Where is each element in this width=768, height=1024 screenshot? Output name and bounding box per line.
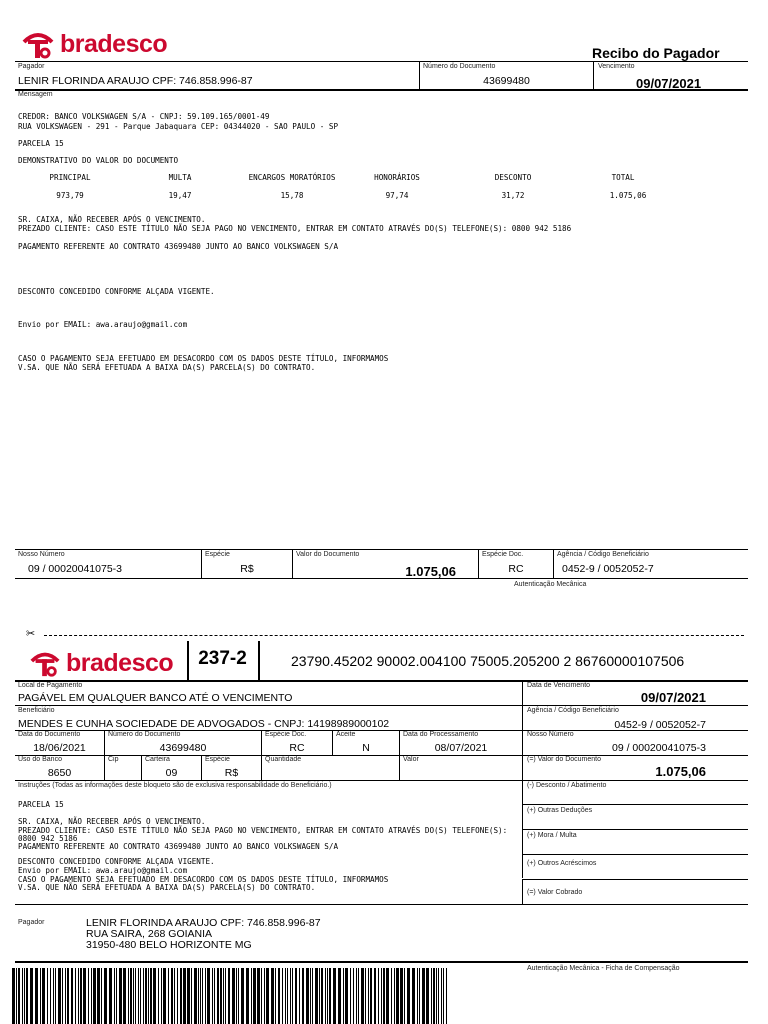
barcode-bar <box>180 968 182 1024</box>
divider <box>104 755 105 780</box>
valor-documento-label: Valor do Documento <box>296 551 360 558</box>
barcode-bar <box>205 968 206 1024</box>
barcode-bar <box>358 968 359 1024</box>
barcode-bar <box>327 968 328 1024</box>
mensagem-label: Mensagem <box>18 91 53 98</box>
nosso-numero-value: 09 / 00020041075-3 <box>611 742 706 754</box>
data-processamento-label: Data do Processamento <box>403 731 479 738</box>
barcode-bar <box>161 968 162 1024</box>
barcode-bar <box>433 968 435 1024</box>
barcode-bar <box>310 968 311 1024</box>
barcode-bar <box>361 968 364 1024</box>
local-pagamento-value: PAGÁVEL EM QUALQUER BANCO ATÉ O VENCIMENTO <box>18 692 293 704</box>
barcode-bar <box>138 968 139 1024</box>
barcode-bar <box>223 968 224 1024</box>
divider <box>187 641 189 680</box>
bradesco-logo <box>28 644 178 680</box>
barcode-bar <box>285 968 286 1024</box>
barcode-bar <box>381 968 382 1024</box>
divider <box>593 61 594 90</box>
barcode-bar <box>383 968 385 1024</box>
divider <box>15 549 748 550</box>
barcode-bar <box>438 968 439 1024</box>
instrucao-line: DESCONTO CONCEDIDO CONFORME ALÇADA VIGENTE. <box>18 857 215 866</box>
bradesco-wordmark: bradesco <box>66 649 174 677</box>
barcode-bar <box>78 968 79 1024</box>
barcode-bar <box>30 968 33 1024</box>
divider <box>553 549 554 579</box>
data-documento-label: Data do Documento <box>18 731 81 738</box>
demo-value-multa: 19,47 <box>168 191 192 200</box>
barcode-bar <box>130 968 132 1024</box>
barcode-bar <box>315 968 318 1024</box>
parcela-line: PARCELA 15 <box>18 139 64 148</box>
barcode-bar <box>356 968 357 1024</box>
barcode-bar <box>292 968 293 1024</box>
barcode-bar <box>374 968 376 1024</box>
nosso-numero-label: Nosso Número <box>527 731 574 738</box>
cut-line <box>44 635 744 636</box>
receipt-title: Recibo do Pagador <box>592 45 720 61</box>
barcode-bar <box>266 968 269 1024</box>
divider <box>15 904 748 905</box>
barcode-bar <box>217 968 219 1024</box>
desconto-line: DESCONTO CONCEDIDO CONFORME ALÇADA VIGENTE. <box>18 287 215 296</box>
valor-label: Valor <box>403 756 419 763</box>
barcode-bar <box>214 968 215 1024</box>
data-processamento-value: 08/07/2021 <box>434 742 488 754</box>
barcode-bar <box>302 968 304 1024</box>
demo-header-principal: PRINCIPAL <box>49 173 91 182</box>
barcode-bar <box>168 968 169 1024</box>
barcode-bar <box>241 968 244 1024</box>
barcode-bar <box>321 968 323 1024</box>
barcode-bar <box>261 968 262 1024</box>
barcode-bar <box>212 968 213 1024</box>
barcode-bar <box>422 968 425 1024</box>
barcode-bar <box>26 968 28 1024</box>
barcode-bar <box>275 968 276 1024</box>
barcode-bar <box>290 968 291 1024</box>
barcode-bar <box>287 968 288 1024</box>
barcode-bar <box>16 968 17 1024</box>
barcode-bar <box>194 968 197 1024</box>
barcode-bar <box>187 968 190 1024</box>
pagador-label: Pagador <box>18 63 45 70</box>
barcode-bar <box>353 968 354 1024</box>
barcode-bar <box>368 968 369 1024</box>
barcode-bar <box>441 968 442 1024</box>
barcode-bar <box>207 968 210 1024</box>
linha-digitavel: 23790.45202 90002.004100 75005.205200 2 86760000107506 <box>291 653 685 669</box>
endereco-line: RUA VOLKSWAGEN - 291 - Parque Jabaquara CEP: 04344020 - SAO PAULO - SP <box>18 122 339 131</box>
instrucao-line: V.SA. QUE NÃO SERÁ EFETUADA A BAIXA DA(S) PARCELA(S) DO CONTRATO. <box>18 883 316 892</box>
barcode-bar <box>198 968 199 1024</box>
barcode-bar <box>12 968 15 1024</box>
numero-documento-value: 43699480 <box>483 75 530 87</box>
barcode-bar <box>91 968 92 1024</box>
barcode-bar <box>183 968 186 1024</box>
data-vencimento-value: 09/07/2021 <box>640 690 706 705</box>
barcode-bar <box>232 968 235 1024</box>
aceite-value: N <box>362 742 370 754</box>
barcode-bar <box>365 968 366 1024</box>
demo-value-total: 1.075,06 <box>609 191 647 200</box>
data-vencimento-label: Data de Vencimento <box>527 682 591 689</box>
barcode-bar <box>145 968 147 1024</box>
barcode-bar <box>236 968 237 1024</box>
barcode-bar <box>53 968 54 1024</box>
nosso-numero-label: Nosso Número <box>18 551 65 558</box>
barcode-bar <box>391 968 392 1024</box>
instrucoes-label: Instruções (Todas as informações deste bloqueto são de exclusiva responsabilidade do Beneficiário.) <box>18 782 332 789</box>
barcode-bar <box>93 968 96 1024</box>
pagador-address: RUA SAIRA, 268 GOIANIA <box>86 928 213 940</box>
barcode-bar <box>24 968 25 1024</box>
demo-header-honorarios: HONORÁRIOS <box>374 173 420 182</box>
barcode-bar <box>295 968 297 1024</box>
instrucao-line: PREZADO CLIENTE: CASO ESTE TÍTULO NÃO SEJA PAGO NO VENCIMENTO, ENTRAR EM CONTATO ATRAVÉS DO(S) TELEFONE(S): <box>18 826 508 835</box>
barcode-bar <box>278 968 280 1024</box>
barcode-bar <box>200 968 201 1024</box>
bradesco-wordmark: bradesco <box>60 30 168 58</box>
uso-banco-label: Uso do Banco <box>18 756 62 763</box>
demo-value-principal: 973,79 <box>56 191 84 200</box>
barcode-bar <box>396 968 399 1024</box>
valor-documento-value: 1.075,06 <box>405 564 456 579</box>
valor-cobrado-label: (=) Valor Cobrado <box>527 889 583 896</box>
barcode-bar <box>412 968 415 1024</box>
divider <box>522 879 748 880</box>
barcode-bar <box>338 968 341 1024</box>
barcode-bar <box>299 968 300 1024</box>
barcode-bar <box>443 968 444 1024</box>
numero-documento-value: 43699480 <box>159 742 207 754</box>
barcode-bar <box>436 968 437 1024</box>
mora-label: (+) Mora / Multa <box>527 832 577 839</box>
instrucao-line: PAGAMENTO REFERENTE AO CONTRATO 43699480 JUNTO AO BANCO VOLKSWAGEN S/A <box>18 842 339 851</box>
quantidade-label: Quantidade <box>265 756 302 763</box>
autenticacao-ficha-label: Autenticação Mecânica - Ficha de Compensação <box>527 965 680 972</box>
barcode-bar <box>104 968 107 1024</box>
instrucao-line: PARCELA 15 <box>18 800 64 809</box>
agencia-label: Agência / Código Beneficiário <box>527 707 619 714</box>
barcode-bar <box>143 968 144 1024</box>
barcode-bar <box>22 968 23 1024</box>
especie-value: R$ <box>240 563 254 575</box>
divider <box>258 641 260 680</box>
especie-label: Espécie <box>205 756 230 763</box>
barcode-bar <box>119 968 122 1024</box>
demo-header-multa: MULTA <box>168 173 192 182</box>
divider <box>15 755 748 756</box>
barcode-bar <box>312 968 313 1024</box>
barcode-bar <box>135 968 136 1024</box>
barcode-bar <box>163 968 166 1024</box>
email-line: Envio por EMAIL: awa.araujo@gmail.com <box>18 320 188 329</box>
demo-header-total: TOTAL <box>611 173 635 182</box>
beneficiario-label: Beneficiário <box>18 707 55 714</box>
divider <box>15 780 748 781</box>
instrucao-line: CASO O PAGAMENTO SEJA EFETUADO EM DESACORDO COM OS DADOS DESTE TÍTULO, INFORMAMOS <box>18 875 389 884</box>
barcode-bar <box>158 968 159 1024</box>
barcode-bar <box>370 968 372 1024</box>
demo-value-honorarios: 97,74 <box>385 191 409 200</box>
caso-line: V.SA. QUE NÃO SERÁ EFETUADA A BAIXA DA(S) PARCELA(S) DO CONTRATO. <box>18 363 316 372</box>
instrucao-line: Envio por EMAIL: awa.araujo@gmail.com <box>18 866 188 875</box>
barcode-bar <box>18 968 20 1024</box>
nosso-numero-value: 09 / 00020041075-3 <box>28 563 123 575</box>
pagador-label: Pagador <box>18 919 45 926</box>
barcode-bar <box>58 968 61 1024</box>
cip-label: Cip <box>108 756 119 763</box>
barcode-bar <box>246 968 249 1024</box>
vencimento-label: Vencimento <box>598 63 635 70</box>
barcode-bar <box>71 968 73 1024</box>
barcode-bar <box>202 968 203 1024</box>
barcode-bar <box>177 968 178 1024</box>
outros-acrescimos-label: (+) Outros Acréscimos <box>527 860 597 867</box>
barcode-bar <box>400 968 403 1024</box>
demo-header-desconto: DESCONTO <box>494 173 532 182</box>
bradesco-tree-icon <box>20 26 56 60</box>
notice-line: PREZADO CLIENTE: CASO ESTE TÍTULO NÃO SEJA PAGO NO VENCIMENTO, ENTRAR EM CONTATO ATRAVÉS DO(S) TELEFONE(S): 0800 942 5186 <box>18 224 572 233</box>
barcode-bar <box>153 968 156 1024</box>
barcode-bar <box>386 968 389 1024</box>
barcode-bar <box>345 968 348 1024</box>
barcode-bar <box>319 968 320 1024</box>
barcode-bar <box>329 968 331 1024</box>
especie-doc-label: Espécie Doc. <box>265 731 307 738</box>
notice-line: SR. CAIXA, NÃO RECEBER APÓS O VENCIMENTO. <box>18 215 206 224</box>
aceite-label: Aceite <box>336 731 356 738</box>
barcode-bar <box>97 968 100 1024</box>
divider <box>522 829 748 830</box>
instrucao-line: 0800 942 5186 <box>18 834 78 843</box>
bradesco-tree-icon <box>28 646 62 678</box>
barcode-bar <box>35 968 38 1024</box>
instrucao-line: SR. CAIXA, NÃO RECEBER APÓS O VENCIMENTO. <box>18 817 206 826</box>
demo-value-desconto: 31,72 <box>501 191 525 200</box>
barcode-bar <box>50 968 51 1024</box>
barcode-bar <box>419 968 420 1024</box>
barcode-bar <box>114 968 115 1024</box>
barcode-bar <box>88 968 89 1024</box>
caso-line: CASO O PAGAMENTO SEJA EFETUADO EM DESACORDO COM OS DADOS DESTE TÍTULO, INFORMAMOS <box>18 354 389 363</box>
uso-banco-value: 8650 <box>47 767 72 779</box>
barcode-bar <box>65 968 66 1024</box>
especie-doc-value: RC <box>508 563 524 575</box>
desconto-label: (-) Desconto / Abatimento <box>527 782 607 789</box>
barcode-bar <box>446 968 447 1024</box>
divider <box>522 804 748 805</box>
barcode <box>12 968 450 1024</box>
barcode-bar <box>42 968 45 1024</box>
barcode-bar <box>306 968 309 1024</box>
barcode-bar <box>55 968 56 1024</box>
barcode-bar <box>220 968 222 1024</box>
vencimento-value: 09/07/2021 <box>636 76 702 91</box>
barcode-bar <box>378 968 379 1024</box>
barcode-bar <box>251 968 252 1024</box>
divider <box>261 755 262 780</box>
barcode-bar <box>67 968 69 1024</box>
divider <box>522 680 523 878</box>
data-documento-value: 18/06/2021 <box>33 742 86 754</box>
barcode-bar <box>140 968 141 1024</box>
pagador-city: 31950-480 BELO HORIZONTE MG <box>86 939 252 951</box>
numero-documento-label: Número do Documento <box>423 63 496 70</box>
carteira-label: Carteira <box>145 756 170 763</box>
numero-documento-label: Número do Documento <box>108 731 181 738</box>
barcode-bar <box>271 968 274 1024</box>
divider <box>399 755 400 780</box>
barcode-bar <box>253 968 256 1024</box>
barcode-bar <box>394 968 395 1024</box>
divider <box>15 705 748 706</box>
barcode-bar <box>116 968 117 1024</box>
barcode-bar <box>350 968 351 1024</box>
barcode-bar <box>150 968 152 1024</box>
autenticacao-label: Autenticação Mecânica <box>514 581 587 588</box>
local-pagamento-label: Local de Pagamento <box>18 682 83 689</box>
barcode-bar <box>225 968 226 1024</box>
demonstrativo-title: DEMONSTRATIVO DO VALOR DO DOCUMENTO <box>18 156 179 165</box>
especie-doc-label: Espécie Doc. <box>482 551 524 558</box>
demo-value-encargos: 15,78 <box>280 191 304 200</box>
barcode-bar <box>282 968 283 1024</box>
barcode-bar <box>123 968 126 1024</box>
valor-documento-value: 1.075,06 <box>655 764 706 779</box>
valor-documento-label: (=) Valor do Documento <box>527 756 601 763</box>
outras-deducoes-label: (+) Outras Deduções <box>527 807 593 814</box>
pagador-name: LENIR FLORINDA ARAUJO CPF: 746.858.996-87 <box>86 917 321 929</box>
beneficiario-value: MENDES E CUNHA SOCIEDADE DE ADVOGADOS - CNPJ: 14198989000102 <box>18 718 390 730</box>
especie-label: Espécie <box>205 551 230 558</box>
barcode-bar <box>191 968 192 1024</box>
barcode-bar <box>407 968 410 1024</box>
agencia-value: 0452-9 / 0052052-7 <box>562 563 654 575</box>
barcode-bar <box>404 968 405 1024</box>
barcode-bar <box>264 968 265 1024</box>
bank-code: 237-2 <box>198 648 247 669</box>
demo-header-encargos: ENCARGOS MORATÓRIOS <box>248 173 336 182</box>
barcode-bar <box>62 968 63 1024</box>
barcode-bar <box>133 968 134 1024</box>
barcode-bar <box>109 968 112 1024</box>
barcode-bar <box>101 968 102 1024</box>
divider <box>15 89 748 91</box>
especie-doc-value: RC <box>289 742 305 754</box>
divider <box>15 961 748 963</box>
barcode-bar <box>257 968 260 1024</box>
barcode-bar <box>128 968 129 1024</box>
barcode-bar <box>171 968 173 1024</box>
divider <box>522 879 523 904</box>
barcode-bar <box>40 968 41 1024</box>
divider <box>292 549 293 579</box>
especie-value: R$ <box>224 767 239 779</box>
barcode-bar <box>333 968 336 1024</box>
divider <box>15 680 748 682</box>
barcode-bar <box>325 968 326 1024</box>
barcode-bar <box>343 968 344 1024</box>
barcode-bar <box>80 968 82 1024</box>
barcode-bar <box>148 968 149 1024</box>
credor-line: CREDOR: BANCO VOLKSWAGEN S/A - CNPJ: 59.109.165/0001-49 <box>18 112 270 121</box>
bradesco-logo <box>20 26 180 62</box>
agencia-value: 0452-9 / 0052052-7 <box>614 719 706 731</box>
barcode-bar <box>431 968 432 1024</box>
barcode-bar <box>75 968 76 1024</box>
barcode-bar <box>417 968 418 1024</box>
agencia-label: Agência / Código Beneficiário <box>557 551 649 558</box>
divider <box>15 578 748 579</box>
barcode-bar <box>426 968 429 1024</box>
scissors-icon: ✂ <box>26 627 36 640</box>
divider <box>15 61 748 62</box>
barcode-bar <box>228 968 230 1024</box>
barcode-bar <box>83 968 86 1024</box>
barcode-bar <box>174 968 175 1024</box>
barcode-bar <box>238 968 239 1024</box>
barcode-bar <box>47 968 48 1024</box>
notice-line: PAGAMENTO REFERENTE AO CONTRATO 43699480 JUNTO AO BANCO VOLKSWAGEN S/A <box>18 242 339 251</box>
carteira-value: 09 <box>165 767 178 779</box>
pagador-value: LENIR FLORINDA ARAUJO CPF: 746.858.996-87 <box>18 75 253 87</box>
divider <box>522 854 748 855</box>
